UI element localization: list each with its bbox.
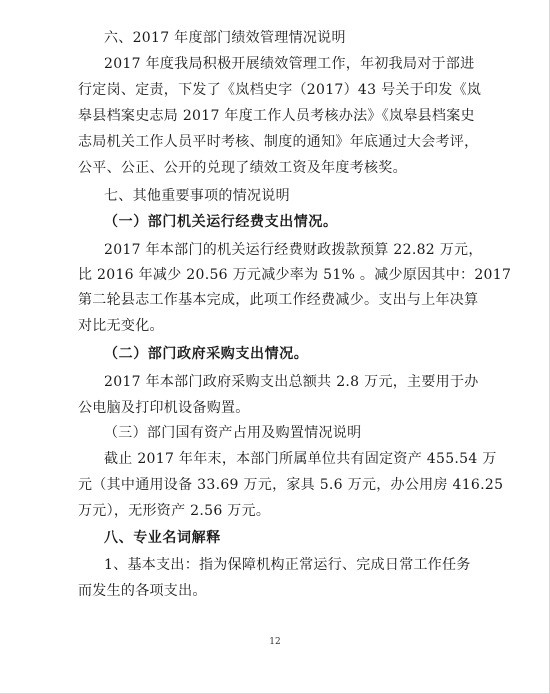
paragraph-line: 对比无变化。	[78, 318, 164, 334]
paragraph-line: 1、基本支出：指为保障机构正常运行、完成日常工作任务	[104, 557, 471, 573]
paragraph-line: 2017 年度我局积极开展绩效管理工作，年初我局对于部进	[104, 56, 475, 72]
paragraph-line: 第二轮县志工作基本完成，此项工作经费减少。支出与上年决算	[78, 292, 479, 308]
paragraph-line: 皋县档案史志局 2017 年度工作人员考核办法》《岚皋县档案史	[78, 108, 475, 124]
section-7-heading: 七、其他重要事项的情况说明	[104, 188, 290, 204]
subsection-1-heading: （一）部门机关运行经费支出情况。	[104, 214, 338, 230]
subsection-3-heading: （三）部门国有资产占用及购置情况说明	[104, 425, 362, 441]
section-6-heading: 六、2017 年度部门绩效管理情况说明	[104, 30, 346, 46]
page-number: 12	[269, 637, 281, 647]
paragraph-line: 公平、公正、公开的兑现了绩效工资及年度考核奖。	[78, 160, 407, 176]
paragraph-line: 2017 年本部门政府采购支出总额共 2.8 万元，主要用于办	[104, 374, 479, 390]
paragraph-line: 元（其中通用设备 33.69 万元，家具 5.6 万元，办公用房 416.25	[78, 477, 504, 493]
paragraph-line: 万元），无形资产 2.56 万元。	[78, 503, 271, 519]
subsection-2-heading: （二）部门政府采购支出情况。	[104, 346, 309, 362]
paragraph-line: 2017 年本部门的机关运行经费财政拨款预算 22.82 万元，	[104, 242, 483, 258]
section-8-heading: 八、专业名词解释	[104, 530, 221, 546]
paragraph-line: 行定岗、定责，下发了《岚档史字（2017）43 号关于印发《岚	[78, 82, 482, 98]
paragraph-line: 比 2016 年减少 20.56 万元减少率为 51% 。减少原因其中：2017	[78, 267, 512, 283]
paragraph-line: 而发生的各项支出。	[78, 583, 207, 599]
paragraph-line: 截止 2017 年年末，本部门所属单位共有固定资产 455.54 万	[104, 451, 497, 467]
paragraph-line: 志局机关工作人员平时考核、制度的通知》年底通过大会考评，	[78, 134, 479, 150]
paragraph-line: 公电脑及打印机设备购置。	[78, 400, 250, 416]
